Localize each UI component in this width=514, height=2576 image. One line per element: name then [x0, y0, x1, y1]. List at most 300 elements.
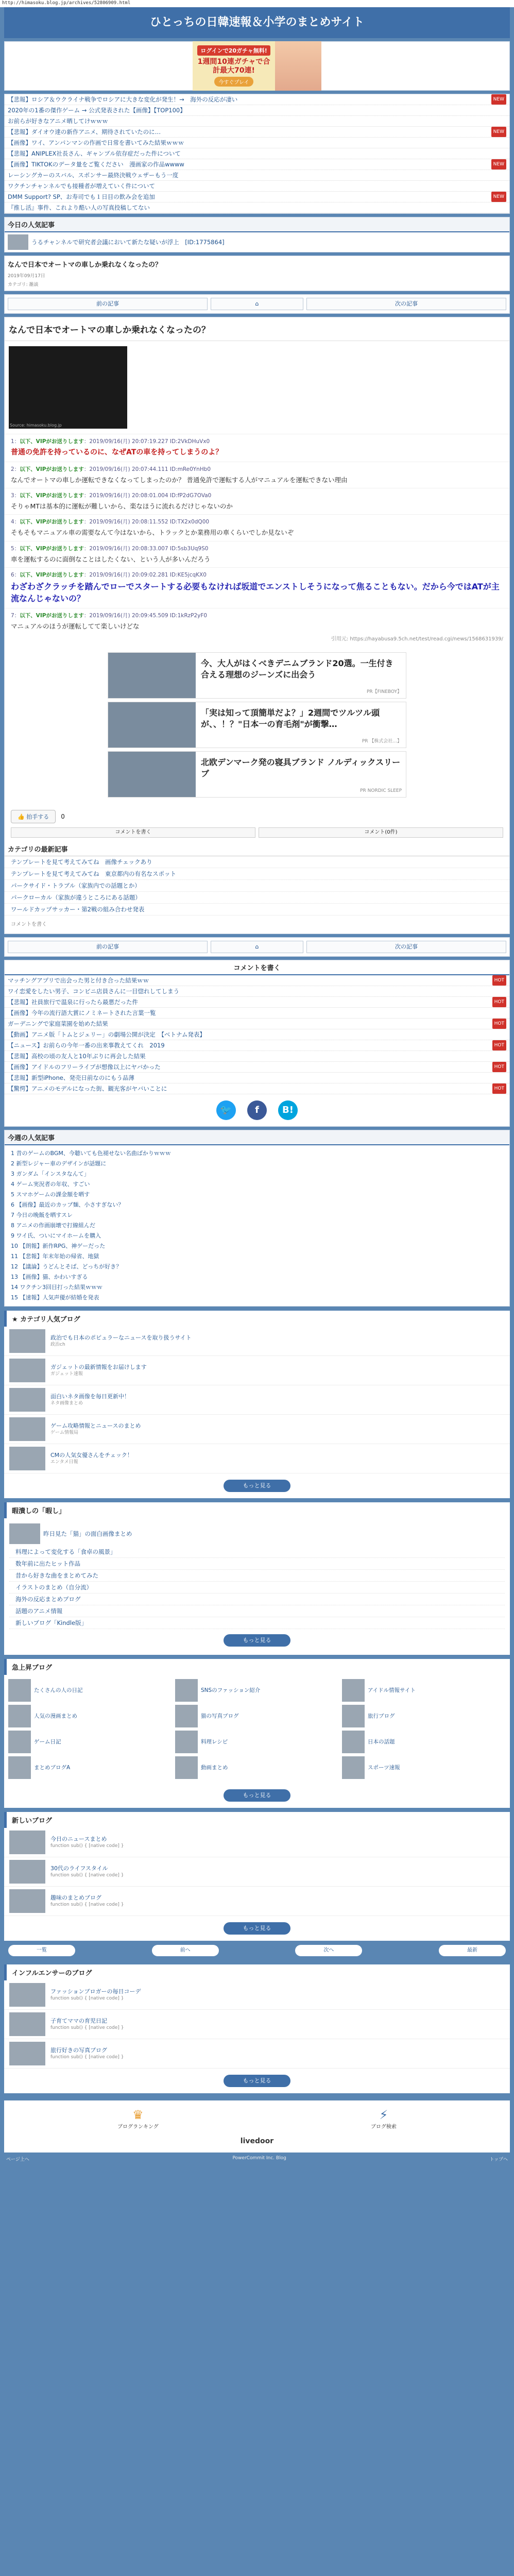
pickup-label: まとめブログA	[34, 1765, 71, 1771]
pickup-cell[interactable]	[342, 1679, 506, 1702]
hot-badge: HOT	[492, 1040, 506, 1050]
response-id: ID:1kRzP2yF0	[169, 612, 208, 619]
blog-ranking-label: ブログランキング	[117, 2124, 159, 2130]
ticker-item-label: 【悲報】ダイオウ達の新作アニメ、期待されていたのに…	[8, 128, 161, 135]
category-blog-thumb	[9, 1329, 45, 1353]
ticker-item[interactable]	[5, 116, 509, 127]
category-blog-text	[50, 1451, 133, 1466]
banner-button[interactable]: 今すぐプレイ	[214, 77, 253, 87]
category-blog-sub: 政治ch	[50, 1342, 65, 1348]
new-blog-sub: function sub() { [native code] }	[50, 1843, 124, 1849]
pickup-cell[interactable]	[175, 1756, 339, 1779]
today-thumb	[8, 234, 28, 250]
sponsored-image	[108, 653, 196, 698]
banner-tag: ログインで20ガチャ無料!	[197, 45, 270, 56]
response-text: 車を運転するのに面倒なことはしたくない、という人が多いんだろう	[11, 555, 211, 563]
ticker-list	[4, 94, 510, 214]
hobby-lead-label: 昨日見た「猫」の面白画像まとめ	[43, 1530, 132, 1537]
today-item-label: うるチャンネルで研究者会議において新たな疑いが浮上 [ID:1775864]	[31, 239, 225, 246]
ranking-item[interactable]	[5, 1029, 509, 1040]
category-blog-title: CMの人気女優さんをチェック！	[50, 1451, 133, 1459]
response-text: そもそもマニュアル車の需要なんて今はないから、トラックとか業務用の車くらいでしか見ないぞ	[11, 529, 294, 537]
ranking-item-label: 【驚愕】アニメのモデルになった街、観光客がヤバいことに	[8, 1084, 167, 1092]
comment-section	[4, 960, 510, 1127]
new-badge: NEW	[491, 192, 506, 202]
ranking-item[interactable]	[5, 1083, 509, 1094]
pickup-label: ゲーム日記	[34, 1739, 61, 1745]
new-blog-title: 趣味のまとめブログ	[50, 1894, 101, 1901]
write-comment-link[interactable]: コメントを書く	[11, 921, 47, 927]
new-blog-row[interactable]	[4, 1828, 510, 1857]
response-name: 以下、VIPがお送りします	[20, 612, 84, 619]
pickup-thumb	[8, 1756, 31, 1779]
sponsored-card[interactable]	[108, 702, 406, 748]
response-id: ID:5sb3Uq9S0	[169, 545, 209, 552]
article-nav-top	[4, 294, 510, 314]
comment-section-heading: コメントを書く	[5, 960, 509, 975]
popular-item[interactable]: 14 ワクチン3回目打った結果ｗｗｗ	[11, 1283, 102, 1291]
popular-item[interactable]: 12 【議論】うどんとそば、どっちが好き？	[11, 1263, 122, 1270]
influencer-blog-text	[50, 2017, 124, 2031]
sponsored-text	[196, 653, 406, 698]
influencer-blog-sub: function sub() { [native code] }	[50, 2025, 124, 2031]
category-blog-title: 面白いネタ画像を毎日更新中！	[50, 1393, 130, 1400]
new-blog-thumb	[9, 1889, 45, 1913]
article-title: なんで日本でオートマの車しか乗れなくなったの？	[5, 317, 509, 341]
ranking-item[interactable]	[5, 1008, 509, 1019]
pickup-label: 料理レシピ	[201, 1739, 228, 1745]
today-popular-box	[4, 217, 510, 252]
response-number: 1：	[11, 438, 20, 445]
new-blog-title: 今日のニュースまとめ	[50, 1835, 107, 1842]
ticker-item[interactable]	[5, 159, 509, 170]
category-blogs-more-button[interactable]: もっと見る	[224, 1480, 290, 1492]
comment-count-button[interactable]: コメント(0件)	[259, 827, 503, 838]
response	[5, 488, 509, 514]
ticker-item[interactable]	[5, 138, 509, 148]
category-blog-text	[50, 1422, 141, 1436]
ranking-item-label: 【ニュース】お前らの今年一番の出来事教えてくれ 2019	[8, 1041, 165, 1049]
sponsored-text	[196, 702, 406, 748]
response-name: 以下、VIPがお送りします	[20, 572, 84, 579]
home-button[interactable]: ⌂	[211, 298, 303, 310]
category-blog-title: ゲーム攻略情報とニュースのまとめ	[50, 1422, 141, 1429]
new-blog-title: 30代のライフスタイル	[50, 1865, 108, 1872]
article-nav-bottom	[4, 937, 510, 957]
influencer-blog-sub: function sub() { [native code] }	[50, 1996, 124, 2002]
category-blog-sub: ガジェット速報	[50, 1371, 83, 1377]
pager-latest[interactable]: 最新	[439, 1945, 506, 1956]
response-number: 3：	[11, 493, 20, 499]
popular-item[interactable]: 10 【朗報】新作RPG、神ゲーだった	[11, 1242, 106, 1249]
ranking-item[interactable]	[5, 1073, 509, 1083]
response-number: 4：	[11, 519, 20, 526]
influencer-blog-text	[50, 1988, 141, 2002]
popular-week-box	[4, 1130, 510, 1307]
influencer-more-button[interactable]: もっと見る	[224, 2075, 290, 2087]
ticker-item[interactable]	[5, 148, 509, 159]
pager	[4, 1941, 510, 1960]
new-blog-text	[50, 1865, 124, 1879]
hobby-item[interactable]: 新しいブログ「Kindle版」	[9, 1617, 505, 1629]
source-note[interactable]: 引用元: https://hayabusa9.5ch.net/test/read.cgi/news/1568631939/	[331, 636, 503, 642]
ranking-item[interactable]	[5, 1062, 509, 1073]
pickup-cell[interactable]	[8, 1705, 172, 1727]
category-blog-sub: ネタ画像まとめ	[50, 1401, 83, 1406]
article-summary-box	[4, 256, 510, 291]
response	[5, 541, 509, 567]
related-item[interactable]: テンプレートを見て考えてみてね 画像チェックあり	[5, 856, 509, 868]
ticker-item-label: 2020年の1番の傑作ゲーム → 公式発表された【画像】【TOP100】	[8, 107, 186, 114]
response	[5, 608, 509, 634]
hobby-item[interactable]: イラストのまとめ（自分流）	[9, 1582, 505, 1594]
response-date: ：2019/09/16(月) 20:09:45.509	[83, 612, 170, 619]
response-id: ID:2VkDHuVx0	[169, 438, 210, 445]
pickup-thumb	[8, 1679, 31, 1702]
site-title[interactable]: ひとっちの日韓速報＆小学のまとめサイト	[4, 7, 510, 38]
popular-item[interactable]: 13 【画像】猫、かわいすぎる	[11, 1273, 88, 1280]
response-id: ID:TX2x0dQ00	[169, 519, 210, 526]
ranking-item-label: マッチングアプリで出会った男と付き合った結果ｗｗ	[8, 976, 149, 984]
sponsored-card[interactable]	[108, 652, 406, 699]
home-button-bottom[interactable]: ⌂	[211, 941, 303, 953]
article-image	[9, 346, 127, 429]
pickup-cell[interactable]	[175, 1705, 339, 1727]
pickup-label: スポーツ速報	[368, 1765, 400, 1771]
response-number: 5：	[11, 545, 20, 552]
sponsored-title: 北欧デンマーク発の寝具ブランド ノルディックスリーブ	[201, 757, 401, 778]
response-text: そりゃMTは基本的に運転が難しいから、楽なほうに流れるだけじゃないのか	[11, 502, 233, 511]
pickup-thumb	[175, 1679, 198, 1702]
pickup-cell[interactable]	[175, 1731, 339, 1753]
copyright-bar	[4, 2153, 510, 2165]
response-number: 6：	[11, 572, 20, 579]
new-badge: NEW	[491, 127, 506, 137]
pager-list[interactable]: 一覧	[8, 1945, 75, 1956]
hobby-item[interactable]: 話題のアニメ情報	[9, 1605, 505, 1617]
livedoor-logo[interactable]: livedoor	[240, 2137, 274, 2145]
response-header	[11, 545, 503, 552]
related-item[interactable]: パークローカル（家族が違うところにある話題）	[5, 892, 509, 904]
response-date: ：2019/09/16(月) 20:08:11.552	[83, 519, 170, 526]
hot-badge: HOT	[492, 1083, 506, 1094]
influencer-blog-title: 旅行好きの写真ブログ	[50, 2046, 107, 2054]
category-blog-thumb	[9, 1417, 45, 1441]
blog-ranking-link[interactable]	[117, 2108, 159, 2130]
ranking-item-label: 【悲報】新型iPhone、発売日前なのにもう品薄	[8, 1074, 134, 1081]
article-image-caption: Source: himasoku.blog.jp	[10, 423, 62, 428]
ad-banner[interactable]	[4, 41, 510, 91]
pickup-label: アイドル情報サイト	[368, 1687, 416, 1694]
ticker-item[interactable]	[5, 202, 509, 213]
banner-graphic[interactable]	[193, 41, 321, 91]
new-blog-text	[50, 1835, 124, 1850]
popular-item[interactable]: 6 【画像】最近のカップ麺、小さすぎない？	[11, 1201, 124, 1208]
pickup-thumb	[8, 1731, 31, 1753]
influencer-blog-row[interactable]	[4, 2039, 510, 2069]
ranking-item-label: 【悲報】社員旅行で温泉に行ったら最悪だった件	[8, 998, 138, 1006]
related-item[interactable]: ワールドカップサッカー・第2戦の組み合わせ発表	[5, 904, 509, 916]
new-blog-sub: function sub() { [native code] }	[50, 1873, 124, 1878]
sponsored-title: 「実は知って頂簡単だよ？」2週間でツルツル頭が、、！？"日本一の育毛剤"が衝撃…	[201, 707, 380, 729]
related-item[interactable]: パークサイド・トラブル（家族内での話題とか）	[5, 880, 509, 892]
ranking-item-label: 【画像】アイドルのフリーライブが想像以上にヤバかった	[8, 1063, 161, 1071]
category-blog-thumb	[9, 1359, 45, 1382]
new-blog-thumb	[9, 1831, 45, 1854]
ticker-item[interactable]	[5, 94, 509, 105]
influencer-heading: インフルエンサーのブログ	[4, 1964, 510, 1980]
pickup-label: 旅行ブログ	[368, 1713, 395, 1720]
popular-item[interactable]: 5 スマホゲームの課金額を晒す	[11, 1191, 90, 1198]
hobby-heading: 暇潰しの「暇し」	[4, 1502, 510, 1518]
response-header	[11, 571, 503, 579]
influencer-blog-text	[50, 2046, 124, 2061]
today-heading: 今日の人気記事	[5, 217, 509, 232]
popular-item[interactable]: 15 【速報】人気声優が結婚を発表	[11, 1294, 99, 1301]
pickup-heading: 急上昇ブログ	[4, 1659, 510, 1675]
ticker-item[interactable]	[5, 192, 509, 202]
pickup-cell[interactable]	[8, 1679, 172, 1702]
ticker-item-label: 【悲報】ANIPLEX社長さん、ギャンブル依存症だった件について	[8, 150, 181, 157]
pickup-more-button[interactable]: もっと見る	[224, 1789, 290, 1802]
article-body	[4, 317, 510, 934]
lightning-icon: ⚡	[379, 2107, 388, 2122]
comment-buttons	[5, 827, 509, 842]
category-blog-row[interactable]	[4, 1444, 510, 1473]
banner-headline: 1週間10連ガチャで合計最大70連!	[197, 57, 270, 75]
category-blog-sub: エンタメ日報	[50, 1460, 78, 1465]
response-date: ：2019/09/16(月) 20:08:33.007	[83, 545, 170, 552]
crown-icon: ♛	[132, 2107, 144, 2122]
popular-item[interactable]: 9 ワイ氏、ついにマイホームを購入	[11, 1232, 101, 1239]
prev-article-button-bottom[interactable]: 前の記事	[8, 941, 208, 953]
response-text: 普通の免許を持っているのに、なぜATの車を持ってしまうのよ？	[11, 448, 223, 456]
hobby-lead-thumb	[9, 1523, 40, 1544]
response-number: 7：	[11, 612, 20, 619]
new-blogs-more-button[interactable]: もっと見る	[224, 1922, 290, 1935]
pickup-thumb	[8, 1705, 31, 1727]
sponsored-card[interactable]	[108, 751, 406, 798]
ranking-item-label: ワイ恋愛をしたい男子、コンビニ店員さんに一目惚れしてしまう	[8, 987, 180, 995]
write-comment-button[interactable]: コメントを書く	[11, 827, 255, 838]
ranking-item[interactable]	[5, 986, 509, 997]
hobby-item[interactable]: 数年前に出たヒット作品	[9, 1558, 505, 1570]
page-top-link[interactable]: ページ上へ	[6, 2157, 29, 2162]
popular-item[interactable]: 8 アニメの作画崩壊で打線組んだ	[11, 1222, 95, 1229]
sponsored-text	[196, 752, 406, 797]
next-article-button-bottom[interactable]: 次の記事	[306, 941, 506, 953]
pickup-thumb	[175, 1705, 198, 1727]
hobby-item[interactable]: 海外の反応まとめブログ	[9, 1594, 505, 1605]
prev-article-button[interactable]: 前の記事	[8, 298, 208, 310]
pickup-thumb	[342, 1731, 365, 1753]
summary-title[interactable]: なんで日本でオートマの車しか乗れなくなったの？	[8, 261, 162, 269]
pickup-label: 人気の漫画まとめ	[34, 1713, 77, 1720]
new-blog-sub: function sub() { [native code] }	[50, 1902, 124, 1908]
pickup-thumb	[175, 1756, 198, 1779]
ticker-item[interactable]	[5, 127, 509, 138]
ranking-item[interactable]	[5, 997, 509, 1008]
ticker-item-label: DMM Support? SP、お寿司でも１日目の飲み会を追加	[8, 193, 155, 200]
summary-tags: カテゴリ: 雑談	[8, 282, 39, 287]
pickup-thumb	[342, 1705, 365, 1727]
ranking-item[interactable]	[5, 1019, 509, 1029]
twitter-share-icon[interactable]: 🐦	[216, 1100, 236, 1120]
ranking-item[interactable]	[5, 1051, 509, 1062]
banner-character-image	[275, 41, 321, 91]
related-heading: カテゴリの最新記事	[5, 842, 509, 856]
influencer-blog-thumb	[9, 1983, 45, 2007]
pickup-label: たくさんの人の日記	[34, 1687, 83, 1694]
related-item[interactable]: テンプレートを見て考えてみてね 東京都内の有名なスポット	[5, 868, 509, 880]
ticker-item-label: 【悲報】ロシア＆ウクライナ戦争でロシアに大きな変化が発生！→ 海外の反応が凄い	[8, 96, 238, 103]
pager-prev[interactable]: 前へ	[152, 1945, 219, 1956]
ticker-item-label: レーシングカーのスバル、スポンサー最終決戦ウェザーもう一度	[8, 172, 179, 179]
ticker-item-label: ワクチンチャンネルでも接種者が増えていく件について	[8, 182, 156, 190]
pickup-cell[interactable]	[8, 1731, 172, 1753]
category-blog-row[interactable]	[4, 1327, 510, 1356]
response-id: ID:KE5jcqKX0	[169, 572, 207, 579]
hobby-item[interactable]: 料理によって変化する「食卓の風景」	[9, 1546, 505, 1558]
new-blog-row[interactable]	[4, 1857, 510, 1887]
popular-item[interactable]: 4 ゲーム実況者の年収、すごい	[11, 1180, 90, 1188]
pickup-thumb	[342, 1756, 365, 1779]
ranking-item-label: ガーデニングで家庭菜園を始めた結果	[8, 1020, 108, 1027]
url-bar[interactable]: http://himasoku.blog.jp/archives/52806909.html	[0, 0, 514, 7]
response-name: 以下、VIPがお送りします	[20, 545, 84, 552]
hobby-more-button[interactable]: もっと見る	[224, 1634, 290, 1647]
new-blogs-heading: 新しいブログ	[4, 1812, 510, 1828]
category-blogs-heading: ★ カテゴリ人気ブログ	[4, 1311, 510, 1327]
influencer-blog-thumb	[9, 2012, 45, 2036]
hot-badge: HOT	[492, 1019, 506, 1029]
sponsored-image	[108, 752, 196, 797]
category-blog-title: ガジェットの最新情報をお届けします	[50, 1363, 147, 1370]
facebook-share-icon[interactable]: f	[247, 1100, 267, 1120]
new-blog-row[interactable]	[4, 1887, 510, 1916]
pickup-cell[interactable]	[8, 1756, 172, 1779]
influencer-blog-title: 子育てママの育児日記	[50, 2017, 107, 2024]
response-text: マニュアルのほうが運転してて楽しいけどな	[11, 622, 140, 630]
response-date: ：2019/09/16(月) 20:08:01.004	[83, 493, 170, 499]
pickup-thumb	[175, 1731, 198, 1753]
footer	[4, 2100, 510, 2153]
pickup-cell[interactable]	[342, 1756, 506, 1779]
pickup-thumb	[342, 1679, 365, 1702]
ranking-item-label: 【動画】アニメ版「トムとジェリー」の劇場公開が決定 【ベトナム発表】	[8, 1030, 205, 1038]
response-header	[11, 612, 503, 619]
popular-item[interactable]: 11 【悲報】年末年始の帰省、地獄	[11, 1252, 99, 1260]
influencer-blog-title: ファッションブロガーの毎日コーデ	[50, 1988, 141, 1995]
top-link[interactable]: トップへ	[489, 2157, 508, 2162]
category-blog-row[interactable]	[4, 1385, 510, 1415]
like-button[interactable]: 👍 拍手する	[11, 810, 56, 823]
pickup-label: SNSのファッション紹介	[201, 1687, 261, 1694]
popular-heading: 今週の人気記事	[5, 1130, 509, 1145]
response-header	[11, 518, 503, 526]
influencer-blog-row[interactable]	[4, 1980, 510, 2010]
pickup-cell[interactable]	[175, 1679, 339, 1702]
category-blog-row[interactable]	[4, 1356, 510, 1385]
influencer-blog-thumb	[9, 2042, 45, 2065]
ranking-item-label: 【画像】今年の流行語大賞にノミネートされた言葉一覧	[8, 1009, 156, 1016]
new-blog-text	[50, 1894, 124, 1908]
popular-item[interactable]: 3 ガンダム「インスタなんて」	[11, 1170, 90, 1177]
sponsored-pr: PR 【株式会社...】	[362, 738, 402, 744]
hot-badge: HOT	[492, 997, 506, 1007]
popular-item[interactable]: 7 今日の晩飯を晒すスレ	[11, 1211, 73, 1218]
ranking-item[interactable]	[5, 1040, 509, 1051]
ticker-item-label: 『推し活』事件、これより酷い人の写真投稿してない	[8, 204, 150, 211]
summary-date: 2019年09月17日	[8, 274, 45, 279]
page-wrapper	[4, 7, 510, 2165]
sponsored-title: 今、大人がはくべきデニムブランド20選。一生付き合える理想のジーンズに出会う	[201, 658, 393, 680]
response-name: 以下、VIPがお送りします	[20, 438, 84, 445]
category-blog-thumb	[9, 1447, 45, 1470]
hobby-item[interactable]: 昔から好きな曲をまとめてみた	[9, 1570, 505, 1582]
response-date: ：2019/09/16(月) 20:07:44.111	[83, 466, 170, 472]
pickup-cell[interactable]	[342, 1731, 506, 1753]
influencer-blog-row[interactable]	[4, 2010, 510, 2039]
next-article-button[interactable]: 次の記事	[306, 298, 506, 310]
category-blog-thumb	[9, 1388, 45, 1412]
ticker-item-label: 【画像】ワイ、アンパンマンの作画で日常を書いてみた結果ｗｗｗ	[8, 139, 184, 146]
today-item[interactable]	[5, 232, 509, 252]
category-blog-row[interactable]	[4, 1415, 510, 1444]
pickup-cell[interactable]	[342, 1705, 506, 1727]
hatena-share-icon[interactable]: B!	[278, 1100, 298, 1120]
response	[5, 434, 509, 462]
popular-item[interactable]: 1 昔のゲームのBGM、今聴いても色褪せない名曲ばかりｗｗｗ	[11, 1149, 171, 1157]
response-name: 以下、VIPがお送りします	[20, 466, 84, 472]
like-count: 0	[61, 812, 65, 820]
popular-item[interactable]: 2 新型レジャー車のデザインが話題に	[11, 1160, 107, 1167]
ticker-item[interactable]	[5, 181, 509, 192]
response	[5, 462, 509, 488]
response-header	[11, 437, 503, 445]
blog-search-link[interactable]	[371, 2108, 397, 2130]
pickup-label: 動画まとめ	[201, 1765, 228, 1771]
ticker-item[interactable]	[5, 105, 509, 116]
hobby-lead[interactable]	[9, 1521, 505, 1546]
ranking-item-label: 【悲報】高校の頃の友人と10年ぶりに再会した結果	[8, 1052, 146, 1060]
hot-badge: HOT	[492, 1062, 506, 1072]
hot-badge: HOT	[492, 975, 506, 986]
response-number: 2：	[11, 466, 20, 472]
category-blog-title: 政治でも日本のポピュラーなニュースを取り扱うサイト	[50, 1334, 192, 1341]
ticker-item[interactable]	[5, 170, 509, 181]
pickup-label: 日本の話題	[368, 1739, 395, 1745]
response-text: なんでオートマの車しか運転できなくなってしまったのか？ 普通免許で運転する人がマニュアルを運転できない理由	[11, 476, 348, 484]
response-header	[11, 465, 503, 473]
category-blog-text	[50, 1334, 192, 1348]
category-blog-sub: ゲーム情報局	[50, 1430, 79, 1436]
response-id: ID:mRe0YnHb0	[169, 466, 211, 472]
new-blog-thumb	[9, 1860, 45, 1884]
new-badge: NEW	[491, 94, 506, 105]
pager-next[interactable]: 次へ	[295, 1945, 362, 1956]
category-blog-text	[50, 1363, 147, 1378]
new-badge: NEW	[491, 159, 506, 170]
response	[5, 514, 509, 540]
share-buttons	[5, 1094, 509, 1126]
ticker-item-label: 【画像】TIKTOKのデータ量をご覧ください 漫画家の作品wwww	[8, 161, 184, 168]
copyright-text: PowerCommit Inc. Blog	[232, 2155, 286, 2161]
sponsored-image	[108, 702, 196, 748]
response-id: ID:fP2dG7OVa0	[169, 493, 212, 499]
ranking-item[interactable]	[5, 975, 509, 986]
response-header	[11, 492, 503, 499]
